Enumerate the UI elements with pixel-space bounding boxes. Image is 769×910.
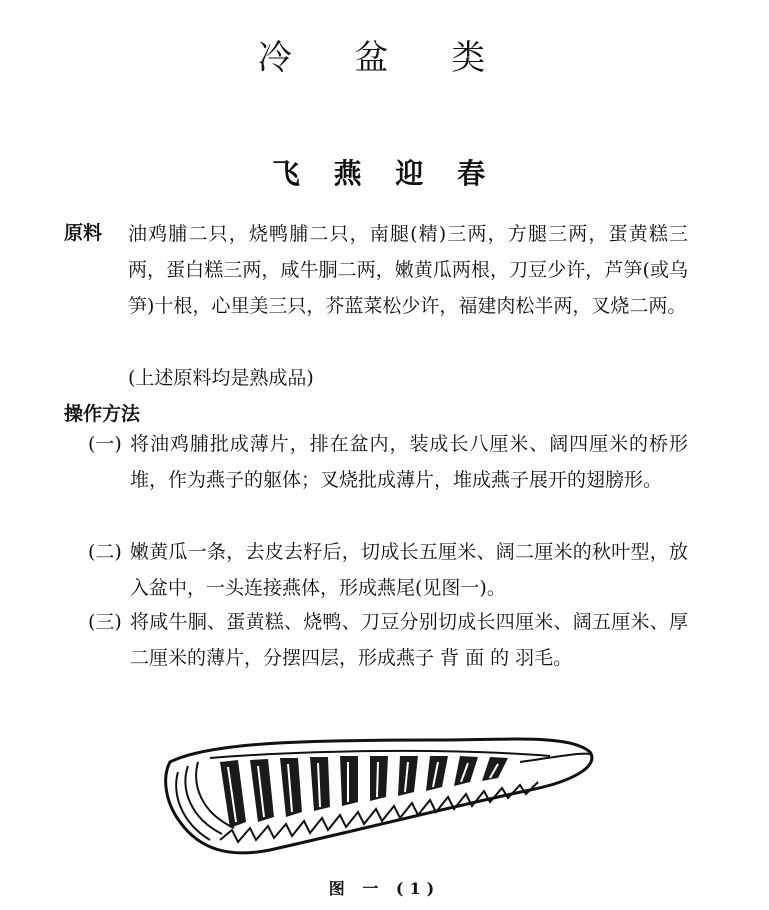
ingredients-note: (上述原料均是熟成品) <box>128 367 314 389</box>
step-number: (二) <box>88 541 122 563</box>
step-number: (一) <box>88 433 122 455</box>
method-step-2 <box>88 534 688 606</box>
figure-caption: 图 一 (1) <box>328 879 441 898</box>
chapter-title: 冷 盆 类 <box>257 38 512 78</box>
step-number: (三) <box>88 611 122 633</box>
layered-slices <box>220 756 508 828</box>
method-step-3 <box>88 604 688 676</box>
step-text: 嫩黄瓜一条，去皮去籽后，切成长五厘米、阔二厘米的秋叶型，放入盆中，一头连接燕体，形成燕尾(见图一)。 <box>130 541 688 599</box>
dish-title: 飞 燕 迎 春 <box>271 157 498 190</box>
step-text: 将油鸡脯批成薄片，排在盆内，装成长八厘米、阔四厘米的桥形堆，作为燕子的躯体；叉烧批成薄片，堆成燕子展开的翅膀形。 <box>130 433 688 491</box>
swallow-body-illustration <box>150 722 610 872</box>
step-text: 将咸牛胴、蛋黄糕、烧鸭、刀豆分别切成长四厘米、阔五厘米、厚二厘米的薄片，分摆四层，形成燕子 背 面 的 羽毛。 <box>130 611 688 669</box>
ingredients-label: 原料 <box>64 222 103 244</box>
method-heading: 操作方法 <box>64 403 141 425</box>
ingredients-text: 油鸡脯二只，烧鸭脯二只，南腿(精)三两，方腿三两，蛋黄糕三两，蛋白糕三两，咸牛胴二两，嫩黄瓜两根，刀豆少许，芦笋(或乌笋)十根，心里美三只，芥蓝菜松少许，福建肉松半两，叉烧二两。 <box>128 223 688 317</box>
method-step-1 <box>88 426 688 498</box>
